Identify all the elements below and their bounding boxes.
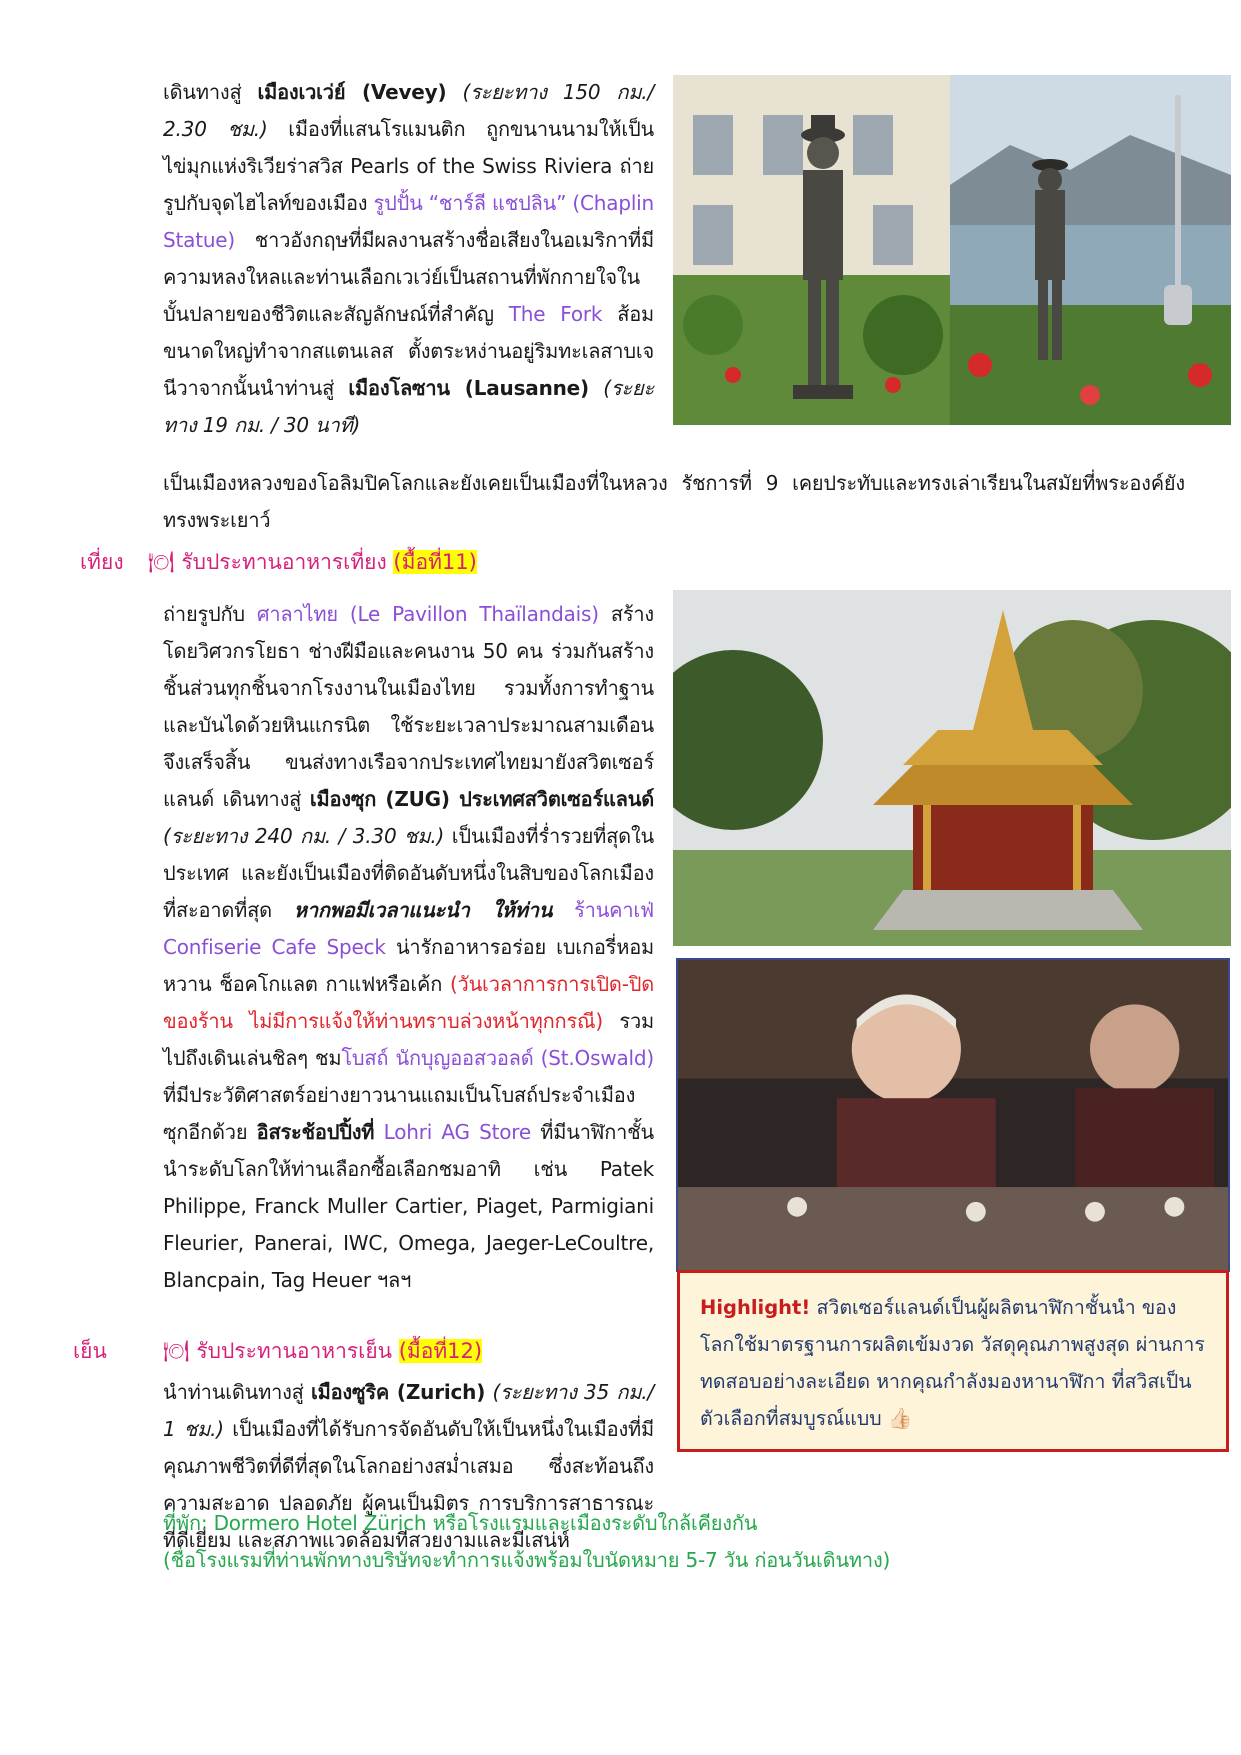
hotel-note: (ชื่อโรงแรมที่ท่านพักทางบริษัทจะทำการแจ้งพร้อมใบนัดหมาย 5-7 วัน ก่อนวันเดินทาง) [163,1548,891,1572]
st-oswald-link: โบสถ์ นักบุญออสวอลด์ (St.Oswald) [341,1046,654,1070]
paragraph-lausanne-continued [163,465,1185,539]
text: เป็นเมืองที่ร่ำรวยที่สุดในประเทศ และยังเป็นเมืองที่ติดอันดับหนึ่งในสิบของโลกเมืองที่สะอาดที่สุด [163,824,654,922]
text: นำท่านเดินทางสู่ [163,1380,311,1404]
dinner-meal-number: (มื้อที่12) [398,1339,483,1363]
chaplin-statue-link: รูปปั้น “ชาร์ลี แชปลิน” (Chaplin Statue) [163,191,655,252]
distance: (ระยะทาง 19 กม. / 30 นาที) [163,376,655,437]
text: น่ารักอาหารอร่อย เบเกอรี่หอมหวาน ช็อคโกแลต กาแฟหรือเค้ก [163,935,654,996]
shopping-label: อิสระช้อปปิ้งที่ [256,1120,375,1144]
text: ที่มีนาฬิกาชั้นนำระดับโลกให้ท่านเลือกซื้อเลือกชมอาทิ เช่น Patek Philippe, Franck Muller Cartier, Piaget, Parmigiani Fleurier, Panerai, IWC, Omega, Jaeger-LeCoultre, Blancpain, Tag Heuer ฯลฯ [163,1120,655,1292]
city-lausanne: เมืองโลซาน (Lausanne) [348,376,589,400]
text: ชาวอังกฤษที่มีผลงานสร้างชื่อเสียงในอเมริกาที่มีความหลงใหลและท่านเลือกเวเว่ย์เป็นสถานที่พักกายใจในบั้นปลายของชีวิตและสัญลักษณ์ที่สำคัญ [163,228,654,326]
dinner-time-label: เย็น [73,1339,107,1363]
lunch-line [148,546,477,579]
distance: (ระยะทาง 35 กม./ 1 ชม.) [163,1380,654,1441]
distance: (ระยะทาง 150 กม./ 2.30 ชม.) [163,80,654,141]
the-fork-photo [950,75,1231,425]
watch-store-photo [676,958,1230,1272]
hotel-line: ที่พัก: Dormero Hotel Zürich หรือโรงแรมและเมืองระดับใกล้เคียงกัน [163,1511,758,1535]
lunch-meal-number: (มื้อที่11) [393,550,477,574]
city-zurich: เมืองซูริค (Zurich) [310,1380,486,1404]
text: เมืองที่แสนโรแมนติก ถูกขนานนามให้เป็นไข่มุกแห่งริเวียร่าสวิส Pearls of the Swiss Riviera ถ่ายรูปกับจุดไฮไลท์ของเมือง [163,117,654,215]
text: เป็นเมืองที่ได้รับการจัดอันดับให้เป็นหนึ่งในเมืองที่มีคุณภาพชีวิตที่ดีที่สุดในโลกอย่างสม่ำเสมอ ซึ่งสะท้อนถึงความสะอาด ปลอดภัย ผู้คนเป็นมิตร การบริการสาธารณะที่ดีเยี่ยม และสภาพแวดล้อมที่สวยงามและมีเสน่ห์ [163,1417,654,1552]
cafe-speck-link: ร้านคาเฟ่ Confiserie Cafe Speck [163,898,654,959]
lunch-text: รับประทานอาหารเที่ยง [181,550,394,574]
recommendation: หากพอมีเวลาแนะนำ ให้ท่าน [293,898,553,922]
dinner-line [163,1335,482,1368]
dish-icon: 🍽 [148,550,175,574]
text: เป็นเมืองหลวงของโอลิมปิคโลกและยังเคยเป็นเมืองที่ในหลวง รัชการที่ 9 เคยประทับและทรงเล่าเรียนในสมัยที่พระองค์ยังทรงพระเยาว์ [163,471,1185,532]
text: ที่มีประวัติศาสตร์อย่างยาวนานแถมเป็นโบสถ์ประจำเมืองซุกอีกด้วย [163,1083,636,1144]
dinner-text: รับประทานอาหารเย็น [196,1339,399,1363]
lohri-store-link: Lohri AG Store [374,1120,531,1144]
city-vevey: เมืองเวเว่ย์ (Vevey) [257,80,447,104]
dish-icon: 🍽 [163,1339,190,1363]
paragraph-vevey [163,74,654,444]
lunch-time-label: เที่ยง [80,550,124,574]
chaplin-statue-photo [673,75,950,425]
thai-pavilion-photo [673,590,1231,946]
city-zug: เมืองซุก (ZUG) ประเทศสวิตเซอร์แลนด์ [309,787,654,811]
thai-pavilion-link: ศาลาไทย (Le Pavillon Thaïlandais) [256,602,599,626]
text: สร้างโดยวิศวกรโยธา ช่างฝีมือและคนงาน 50 คน ร่วมกันสร้างชิ้นส่วนทุกชิ้นจากโรงงานในเมืองไทย รวมทั้งการทำฐานและบันไดด้วยหินแกรนิต ใช้ระยะเวลาประมาณสามเดือนจึงเสร็จสิ้น ขนส่งทางเรือจากประเทศไทยมายังสวิตเซอร์แลนด์ เดินทางสู่ [163,602,654,811]
the-fork-link: The Fork [508,302,603,326]
paragraph-thai-pavilion-zug [163,596,654,1299]
highlight-label: Highlight! [700,1296,811,1319]
text: เดินทางสู่ [163,80,258,104]
highlight-box [677,1270,1229,1452]
distance: (ระยะทาง 240 กม. / 3.30 ชม.) [163,824,445,848]
opening-hours-note: (วันเวลาการการเปิด-ปิดของร้าน ไม่มีการแจ้งให้ท่านทราบล่วงหน้าทุกกรณี) [163,972,654,1033]
text: ถ่ายรูปกับ [163,602,257,626]
text: ส้อมขนาดใหญ่ทำจากสแตนเลส ตั้งตระหง่านอยู่ริมทะเลสาบเจนีวาจากนั้นนำท่านสู่ [163,302,655,400]
highlight-text: สวิตเซอร์แลนด์เป็นผู้ผลิตนาฬิกาชั้นนำ ของโลกใช้มาตรฐานการผลิตเข้มงวด วัสดุคุณภาพสูงสุด ผ่านการทดสอบอย่างละเอียด หากคุณกำลังมองหานาฬิกา ที่สวิสเป็นตัวเลือกที่สมบูรณ์แบบ [700,1296,1205,1430]
thumbs-up-icon: 👍🏻 [887,1406,913,1430]
text: รวมไปถึงเดินเล่นชิลๆ ชม [163,1009,654,1070]
